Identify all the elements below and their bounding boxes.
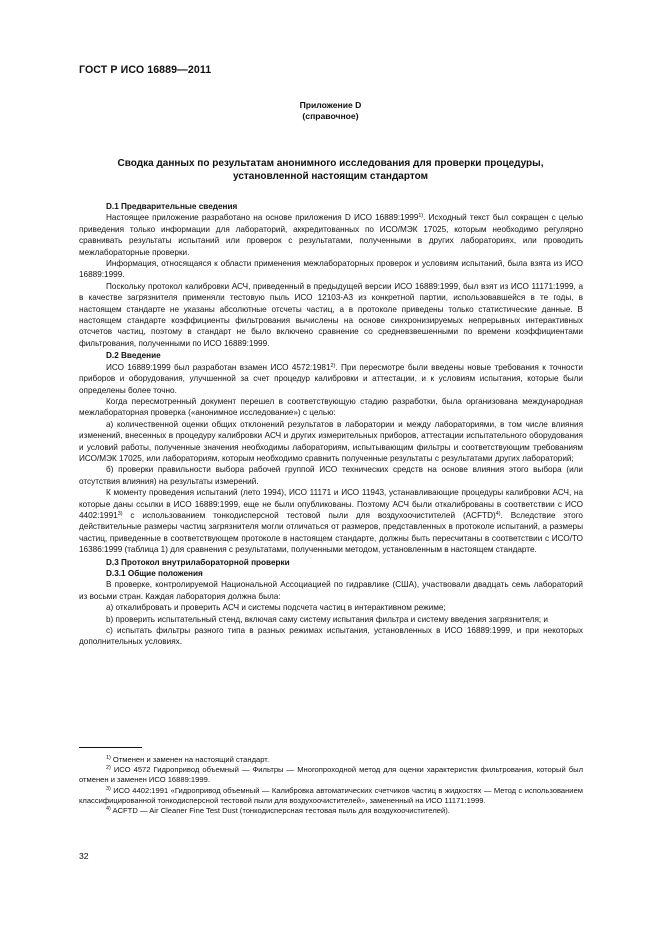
list-item: с) испытать фильтры разного типа в разных режимах испытания, установленных в ИСО 16889:1999, и при некоторых дополнительных условиях. xyxy=(79,626,583,647)
paragraph: Настоящее приложение разработано на основе приложения D ИСО 16889:1999$^{1)}$. Исходный текст был сокращен с целью приведения только информации для лабораторий, аккредитованных по ИСО/МЭК 17025, которым необходимо регулярно сравнивать результаты испытаний или проверок с результатами, полученными в других лабораториях, или проводить межлабораторные проверки. xyxy=(79,213,583,257)
annex-title: Приложение D xyxy=(299,100,362,110)
footnote-ref: 4) xyxy=(495,510,501,517)
annex-heading xyxy=(0,100,661,122)
page-number: 32 xyxy=(79,851,89,861)
section-heading-d3: D.3 Протокол внутрилабораторной проверки xyxy=(106,557,290,567)
footnote-ref: 2) xyxy=(330,362,336,369)
footnote: $^{4)}$ ACFTD — Air Cleaner Fine Test Dust (тонкодисперсная тестовая пыль для воздухоочистителей). xyxy=(106,806,450,816)
list-item: б) проверки правильности выбора рабочей группой ИСО технических средств на основе влияния этого выбора (или отсутствия влияния) на результаты измерений. xyxy=(79,465,583,486)
paragraph: К моменту проведения испытаний (лето 1994), ИСО 11171 и ИСО 11943, устанавливающие процедуры калибровки АСЧ, на которые даны ссылки в ИСО 16889:1999, еще не были опубликованы. Поэтому АСЧ были откалиброваны в соответствии с ИСО 4402:1991$^{3)}$ с использованием тонкодисперсной тестовой пыли для воздухоочистителей (ACFTD)$^{4)}$. Вследствие этого действительные размеры частиц загрязнителя могли отличаться от размеров, представленных в протоколе испытаний, а размеры частиц, приведенные в соответствующем протоколе в настоящем стандарте, должны быть пересчитаны в соответствии с ИСО/ТО 16386:1999 (таблица 1) для сравнения с результатами, полученными методом, установленным в настоящем стандарте. xyxy=(79,488,583,555)
paragraph: В проверке, контролируемой Национальной Ассоциацией по гидравлике (США), участвовали двадцать семь лабораторий из восьми стран. Каждая лаборатория должна была: xyxy=(79,580,583,601)
footnote-ref: 3) xyxy=(117,510,123,517)
section-heading-d2: D.2 Введение xyxy=(106,351,161,361)
subsection-heading-d3-1: D.3.1 Общие положения xyxy=(106,569,203,578)
section-heading-d1: D.1 Предварительные сведения xyxy=(106,202,238,211)
footnote-separator xyxy=(79,747,142,748)
standard-header: ГОСТ Р ИСО 16889—2011 xyxy=(79,64,212,76)
list-item: а) откалибровать и проверить АСЧ и системы подсчета частиц в интерактивном режиме; xyxy=(106,603,446,613)
footnote: $^{3)}$ ИСО 4402:1991 «Гидропривод объемный — Калибровка автоматических счетчиков частиц в жидкостях — Метод с использованием классифицированной тонкодисперсной тестовой пыли для воздухоочистителей», замененный на ИСО 11171:1999. xyxy=(79,785,583,805)
footnote: $^{1)}$ Отменен и заменен на настоящий стандарт. xyxy=(106,755,270,764)
list-item: а) количественной оценки общих отклонений результатов в лаборатории и между лабораториями, в том числе влияния изменений, внесенных в процедуру калибровки АСЧ и других измерительных приборов, аттестации испытательного оборудования и условий работы, полученные значения необходимы лабораториям, испытывающим фильтры и соответствующим требованиям ИСО/МЭК 17025, или лабораториям, которым необходимо сравнить полученные результаты с результатами других лабораторий; xyxy=(79,419,583,463)
body-text xyxy=(79,201,583,648)
paragraph: ИСО 16889:1999 был разработан взамен ИСО 4572:1981$^{2)}$. При пересмотре были введены новые требования к точности приборов и оборудования, улучшенной за счет процедур калибровки и аттестации, и к условиям испытания, которые были определены более точно. xyxy=(79,362,583,395)
paragraph: Поскольку протокол калибровки АСЧ, приведенный в предыдущей версии ИСО 16889:1999, был взят из ИСО 11171:1999, а в качестве загрязнителя применяли тестовую пыль ИСО 12103-А3 из конкретной партии, использовавшейся в те годы, в настоящем стандарте не указаны абсолютные отсчеты частиц, а в протоколе приведены только статистические данные. В настоящем стандарте коэффициенты фильтрования вычислены на основе синхронизируемых непрерывных интерактивных отсчетов частиц, поэтому в стандарт не было включено сравнение со средневзвешенными по времени коэффициентами фильтрования, полученными по ИСО 16889:1999. xyxy=(79,281,583,348)
main-title: Сводка данных по результатам анонимного исследования для проверки процедуры, установленной настоящим стандартом xyxy=(117,158,544,182)
footnote: $^{2)}$ ИСО 4572 Гидропривод объемный — Фильтры — Многопроходной метод для оценки характеристик фильтрования, который был отменен и заменен ИСО 16889:1999. xyxy=(79,765,583,785)
footnote-ref: 1) xyxy=(418,213,424,220)
paragraph: Когда пересмотренный документ перешел в соответствующую стадию разработки, была организована международная межлабораторная проверка («анонимное исследование») с целью: xyxy=(79,396,583,418)
annex-kind: (справочное) xyxy=(302,111,359,121)
footnotes xyxy=(79,755,583,816)
paragraph: Информация, относящаяся к области применения межлабораторных проверок и условиям испытаний, была взята из ИСО 16889:1999. xyxy=(79,259,583,280)
list-item: b) проверить испытательный стенд, включая саму систему испытания фильтра и систему введения загрязнителя; и xyxy=(106,614,548,624)
